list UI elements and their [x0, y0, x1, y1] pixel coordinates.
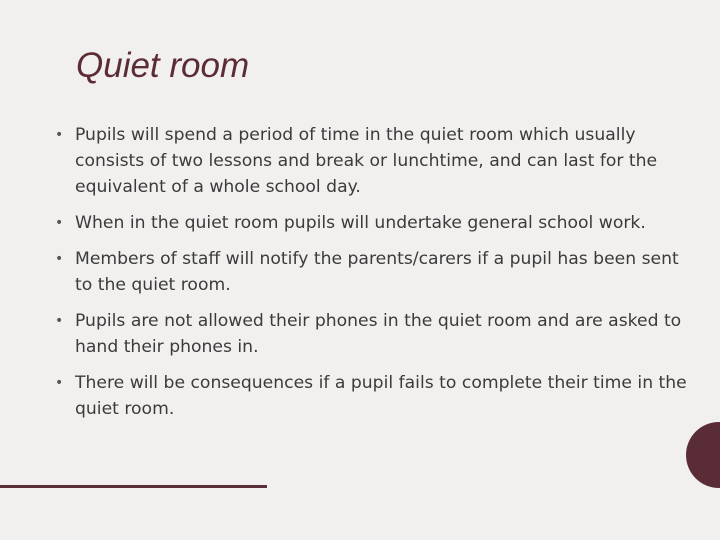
slide-title: Quiet room: [76, 46, 250, 85]
bullet-icon: •: [55, 375, 64, 391]
bullet-item: [50, 122, 690, 200]
decorative-rule: [0, 485, 267, 488]
bullet-icon: •: [55, 251, 64, 267]
bullet-icon: •: [55, 313, 64, 329]
bullet-item: [50, 210, 690, 236]
bullet-icon: •: [55, 215, 64, 231]
bullet-text: There will be consequences if a pupil fails to complete their time in the quiet room.: [75, 373, 687, 419]
bullet-text: Pupils will spend a period of time in the quiet room which usually consists of two lessons and break or lunchtime, and can last for the equivalent of a whole school day.: [75, 125, 658, 197]
bullet-list: [50, 122, 690, 432]
decorative-circle: [686, 422, 720, 488]
bullet-item: [50, 308, 690, 360]
bullet-text: Pupils are not allowed their phones in the quiet room and are asked to hand their phones in.: [75, 311, 682, 357]
bullet-text: When in the quiet room pupils will undertake general school work.: [75, 213, 646, 233]
bullet-icon: •: [55, 127, 64, 143]
bullet-text: Members of staff will notify the parents/carers if a pupil has been sent to the quiet room.: [75, 249, 679, 295]
bullet-item: [50, 370, 690, 422]
bullet-item: [50, 246, 690, 298]
